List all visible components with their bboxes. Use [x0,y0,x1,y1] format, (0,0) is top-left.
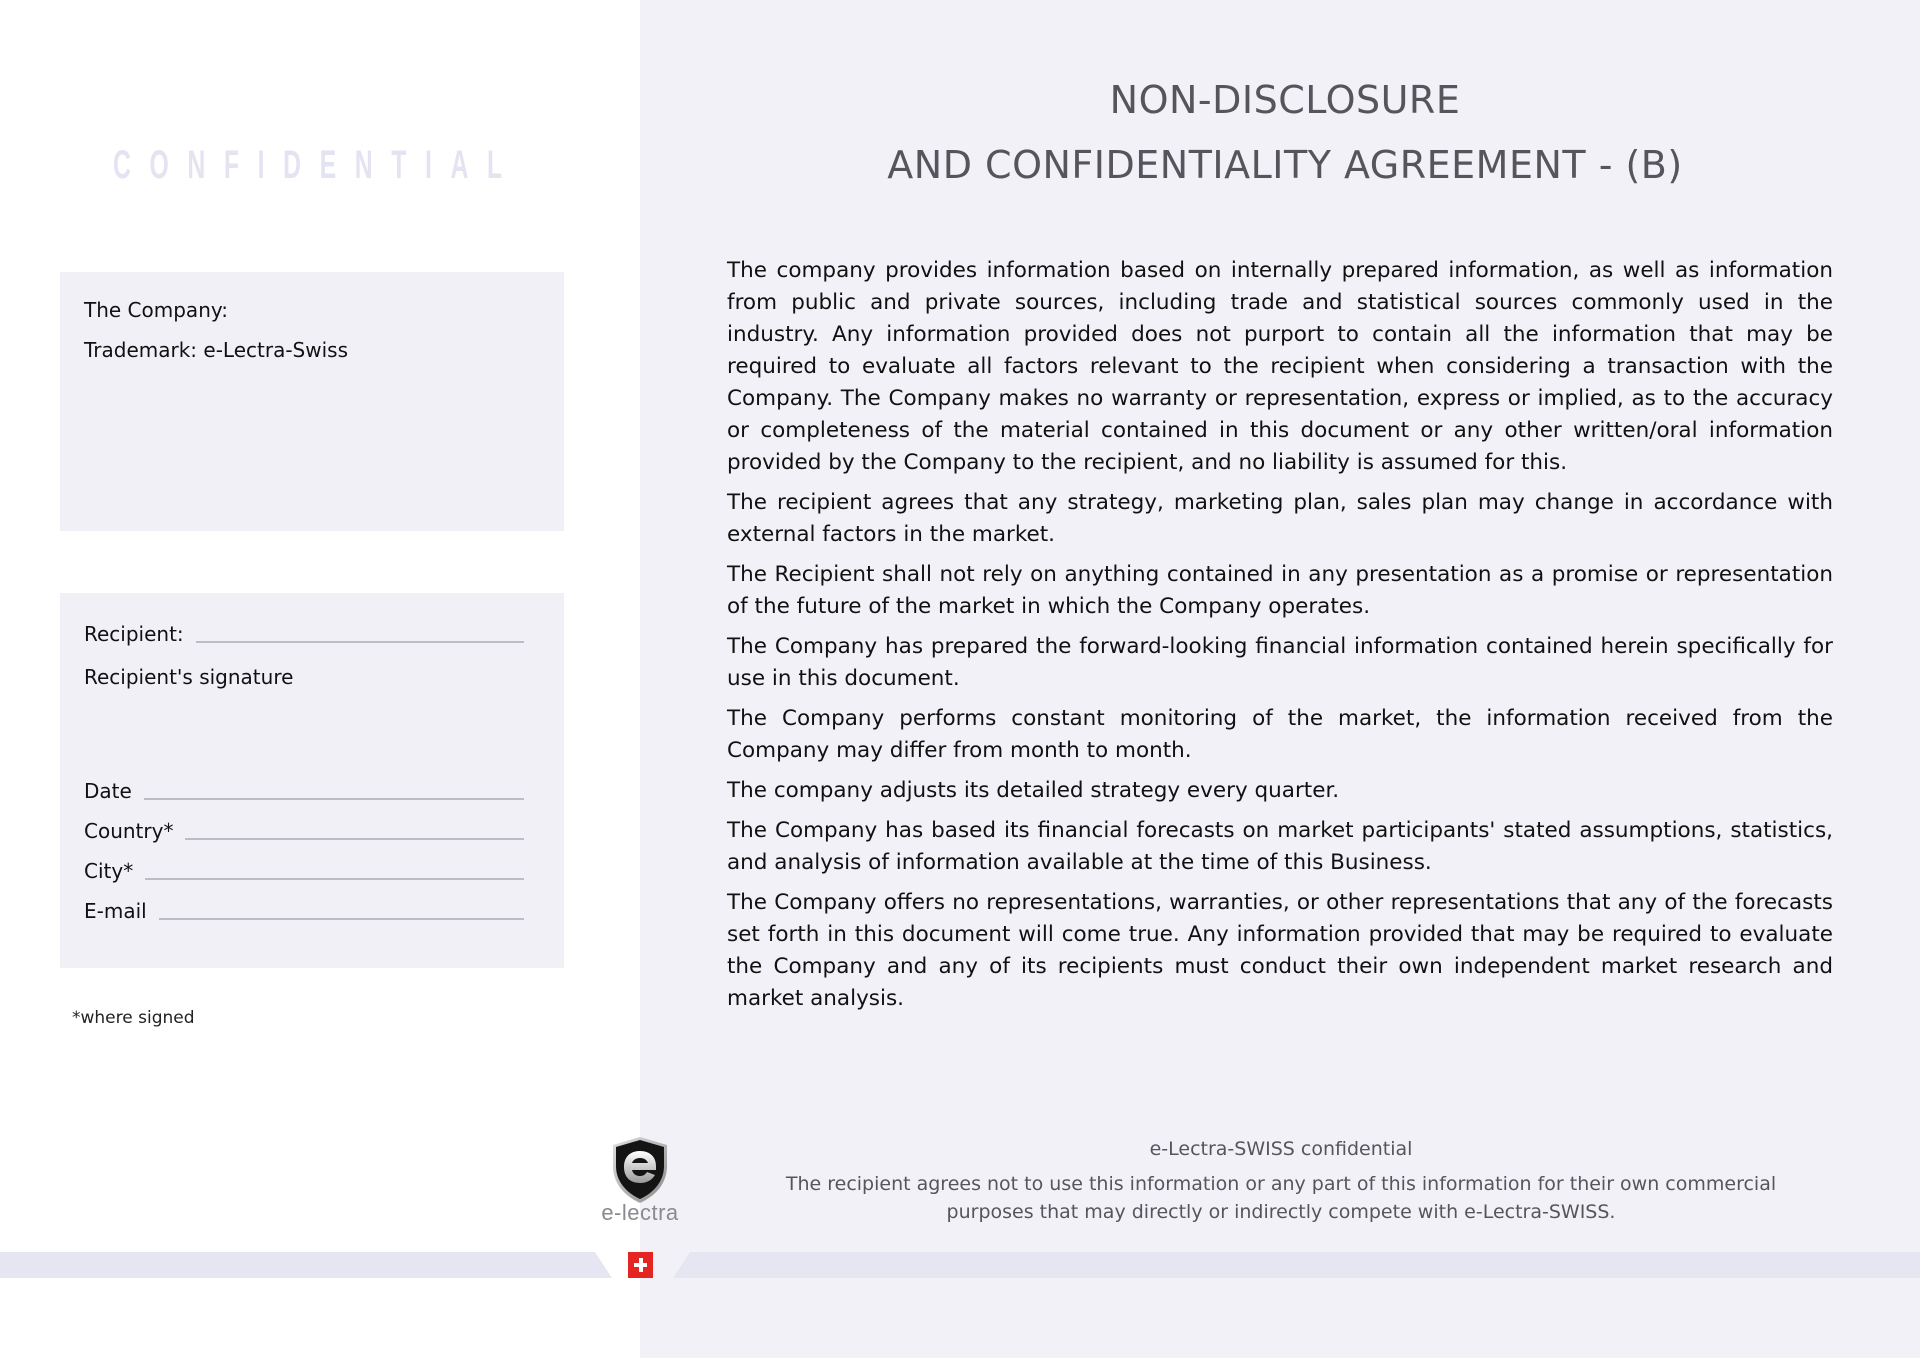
recipient-input-line[interactable] [196,641,524,643]
document-title-line2: AND CONFIDENTIALITY AGREEMENT - (B) [887,143,1683,187]
paragraph: The Company offers no representations, warranties, or other representations that any of the forecasts set forth in this document will come true. Any information provided that may be required to evaluate the Company and any of its recipients must conduct their own independent market research and market analysis. [727,890,1833,1011]
paragraph: The recipient agrees that any strategy, marketing plan, sales plan may change in accordance with external factors in the market. [727,490,1833,547]
document-title-line1: NON-DISCLOSURE [1109,78,1461,122]
footnote: *where signed [72,1008,195,1028]
date-field[interactable] [84,775,524,803]
country-label: Country* [84,819,174,843]
footer-title: e-Lectra-SWISS confidential [1149,1138,1413,1160]
company-info-box [60,272,564,531]
city-input-line[interactable] [145,878,524,880]
paragraph: The Recipient shall not rely on anything contained in any presentation as a promise or representation of the future of the market in which the Company operates. [727,562,1833,619]
trademark-label: Trademark: e-Lectra-Swiss [84,338,348,362]
date-input-line[interactable] [144,798,524,800]
agreement-body [727,255,1833,1023]
paragraph: The company adjusts its detailed strategy every quarter. [727,778,1340,803]
shield-e-icon [611,1136,669,1204]
paragraph: The Company performs constant monitoring of the market, the information received from the Company may differ from month to month. [727,706,1833,763]
swiss-flag-icon [628,1252,653,1278]
confidential-watermark: CONFIDENTIAL [113,143,521,187]
country-input-line[interactable] [185,838,524,840]
email-label: E-mail [84,899,147,923]
email-field[interactable] [84,895,524,923]
city-label: City* [84,859,134,883]
paragraph: The Company has prepared the forward-looking financial information contained herein specifically for use in this document. [727,634,1833,691]
footer-band-right [673,1252,1920,1278]
logo-text: e-lectra [601,1200,679,1225]
recipient-label: Recipient: [84,622,184,646]
country-field[interactable] [84,815,524,843]
footer-band-left [0,1252,612,1278]
date-label: Date [84,779,132,803]
recipient-field[interactable] [84,618,524,646]
company-label: The Company: [84,298,228,322]
paragraph: The Company has based its financial forecasts on market participants' stated assumptions, statistics, and analysis of information available at the time of this Business. [727,818,1833,875]
email-input-line[interactable] [159,918,524,920]
paragraph: The company provides information based on internally prepared information, as well as information from public and private sources, including trade and statistical sources commonly used in the industry. Any information provided does not purport to contain all the information that may be required to evaluate all factors relevant to the recipient when considering a transaction with the Company. The Company makes no warranty or representation, express or implied, as to the accuracy or completeness of the material contained in this document or any other written/oral information provided by the Company to the recipient, and no liability is assumed for this. [727,258,1833,475]
recipient-info-box [60,593,564,968]
city-field[interactable] [84,855,524,883]
footer-note: The recipient agrees not to use this information or any part of this information for their own commercial purposes that may directly or indirectly compete with e-Lectra-SWISS. [785,1173,1777,1223]
signature-label: Recipient's signature [84,665,294,689]
